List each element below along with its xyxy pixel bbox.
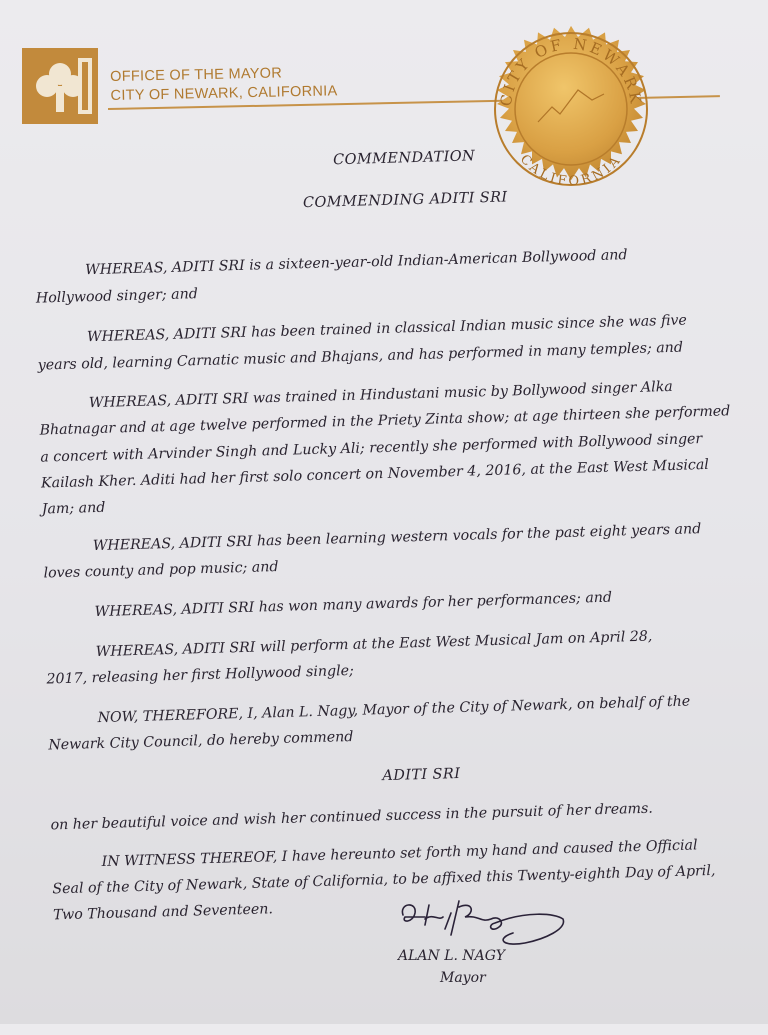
para5-line1: WHEREAS, ADITI SRI has won many awards for her performances; and bbox=[94, 589, 613, 621]
para3-line1: WHEREAS, ADITI SRI was trained in Hindustani music by Bollywood singer Alka bbox=[88, 378, 673, 412]
para2-line2: years old, learning Carnatic music and Bhajans, and has performed in many temples; and bbox=[37, 339, 684, 374]
para9-line2: Seal of the City of Newark, State of California, to be affixed this Twenty-eighth Day of April, bbox=[52, 862, 716, 898]
para3-line4: Kailash Kher. Aditi had her first solo concert on November 4, 2016, at the East West Musical bbox=[40, 456, 710, 492]
seal-text-top: CITY OF NEWARK bbox=[496, 34, 646, 108]
para1-line1: WHEREAS, ADITI SRI is a sixteen-year-old Indian-American Bollywood and bbox=[84, 247, 628, 279]
honoree-name: ADITI SRI bbox=[382, 765, 461, 785]
para4-line2: loves county and pop music; and bbox=[43, 558, 279, 582]
document-heading: COMMENDATION bbox=[332, 148, 476, 169]
para9-line3: Two Thousand and Seventeen. bbox=[52, 901, 274, 924]
para1-line2: Hollywood singer; and bbox=[35, 286, 199, 307]
mayor-signature bbox=[395, 895, 570, 955]
document-subheading: COMMENDING ADITI SRI bbox=[302, 189, 508, 212]
para3-line2: Bhatnagar and at age twelve performed in the Priety Zinta show; at age thirteen she performed bbox=[39, 403, 731, 439]
para7-line2: Newark City Council, do hereby commend bbox=[48, 728, 354, 754]
signer-title: Mayor bbox=[440, 970, 486, 986]
para3-line3: a concert with Arvinder Singh and Lucky Ali; recently she performed with Bollywood singer bbox=[40, 431, 703, 466]
para2-line1: WHEREAS, ADITI SRI has been trained in classical Indian music since she was five bbox=[86, 312, 688, 346]
para4-line1: WHEREAS, ADITI SRI has been learning western vocals for the past eight years and bbox=[92, 521, 702, 555]
signer-name: ALAN L. NAGY bbox=[398, 948, 505, 964]
seal-text-bottom: CALIFORNIA bbox=[516, 151, 626, 190]
office-line-1: OFFICE OF THE MAYOR bbox=[110, 65, 283, 85]
para6-line2: 2017, releasing her first Hollywood single; bbox=[46, 662, 355, 688]
office-line-2: CITY OF NEWARK, CALIFORNIA bbox=[110, 83, 338, 104]
para6-line1: WHEREAS, ADITI SRI will perform at the East West Musical Jam on April 28, bbox=[95, 628, 653, 661]
para9-line1: IN WITNESS THEREOF, I have hereunto set forth my hand and caused the Official bbox=[101, 837, 698, 871]
para8-line1: on her beautiful voice and wish her continued success in the pursuit of her dreams. bbox=[50, 800, 654, 834]
para3-line5: Jam; and bbox=[41, 499, 106, 518]
para7-line1: NOW, THEREFORE, I, Alan L. Nagy, Mayor of the City of Newark, on behalf of the bbox=[97, 693, 691, 727]
